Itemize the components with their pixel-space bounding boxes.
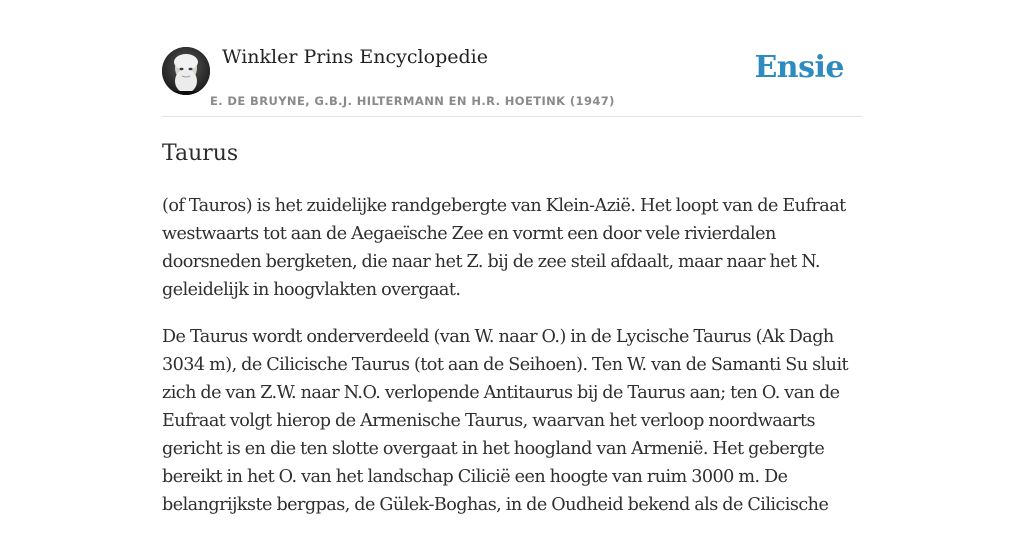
source-title[interactable]: Winkler Prins Encyclopedie [222, 46, 488, 68]
ensie-logo[interactable]: Ensie [754, 50, 844, 85]
portrait-icon [162, 47, 210, 95]
source-header [162, 0, 862, 117]
author-avatar[interactable] [162, 47, 210, 95]
article-title: Taurus [162, 141, 239, 166]
source-authors: E. DE BRUYNE, G.B.J. HILTERMANN EN H.R. HOETINK (1947) [210, 94, 615, 108]
page-container [162, 0, 862, 515]
article-body [162, 192, 862, 538]
article-paragraph: De Taurus wordt onderverdeeld (van W. naar O.) in de Lycische Taurus (Ak Dagh 3034 m), de Cilicische Taurus (tot aan de Seihoen). Ten W. van de Samanti Su sluit zich de van Z.W. naar N.O. verlopende Antitaurus bij de Taurus aan; ten O. van de Eufraat volgt hierop de Armenische Taurus, waarvan het verloop noordwaarts gericht is en die ten slotte overgaat in het hoogland van Armenië. Het gebergte bereikt in het O. van het landschap Cilicië een hoogte van ruim 3000 m. De belangrijkste bergpas, de Gülek-Boghas, in de Oudheid bekend als de Cilicische [162, 327, 849, 515]
article-paragraph: (of Tauros) is het zuidelijke randgebergte van Klein-Azië. Het loopt van de Eufraat westwaarts tot aan de Aegaeïsche Zee en vormt een door vele rivierdalen doorsneden bergketen, die naar het Z. bij de zee steil afdaalt, maar naar het N. geleidelijk in hoogvlakten overgaat. [162, 196, 846, 300]
